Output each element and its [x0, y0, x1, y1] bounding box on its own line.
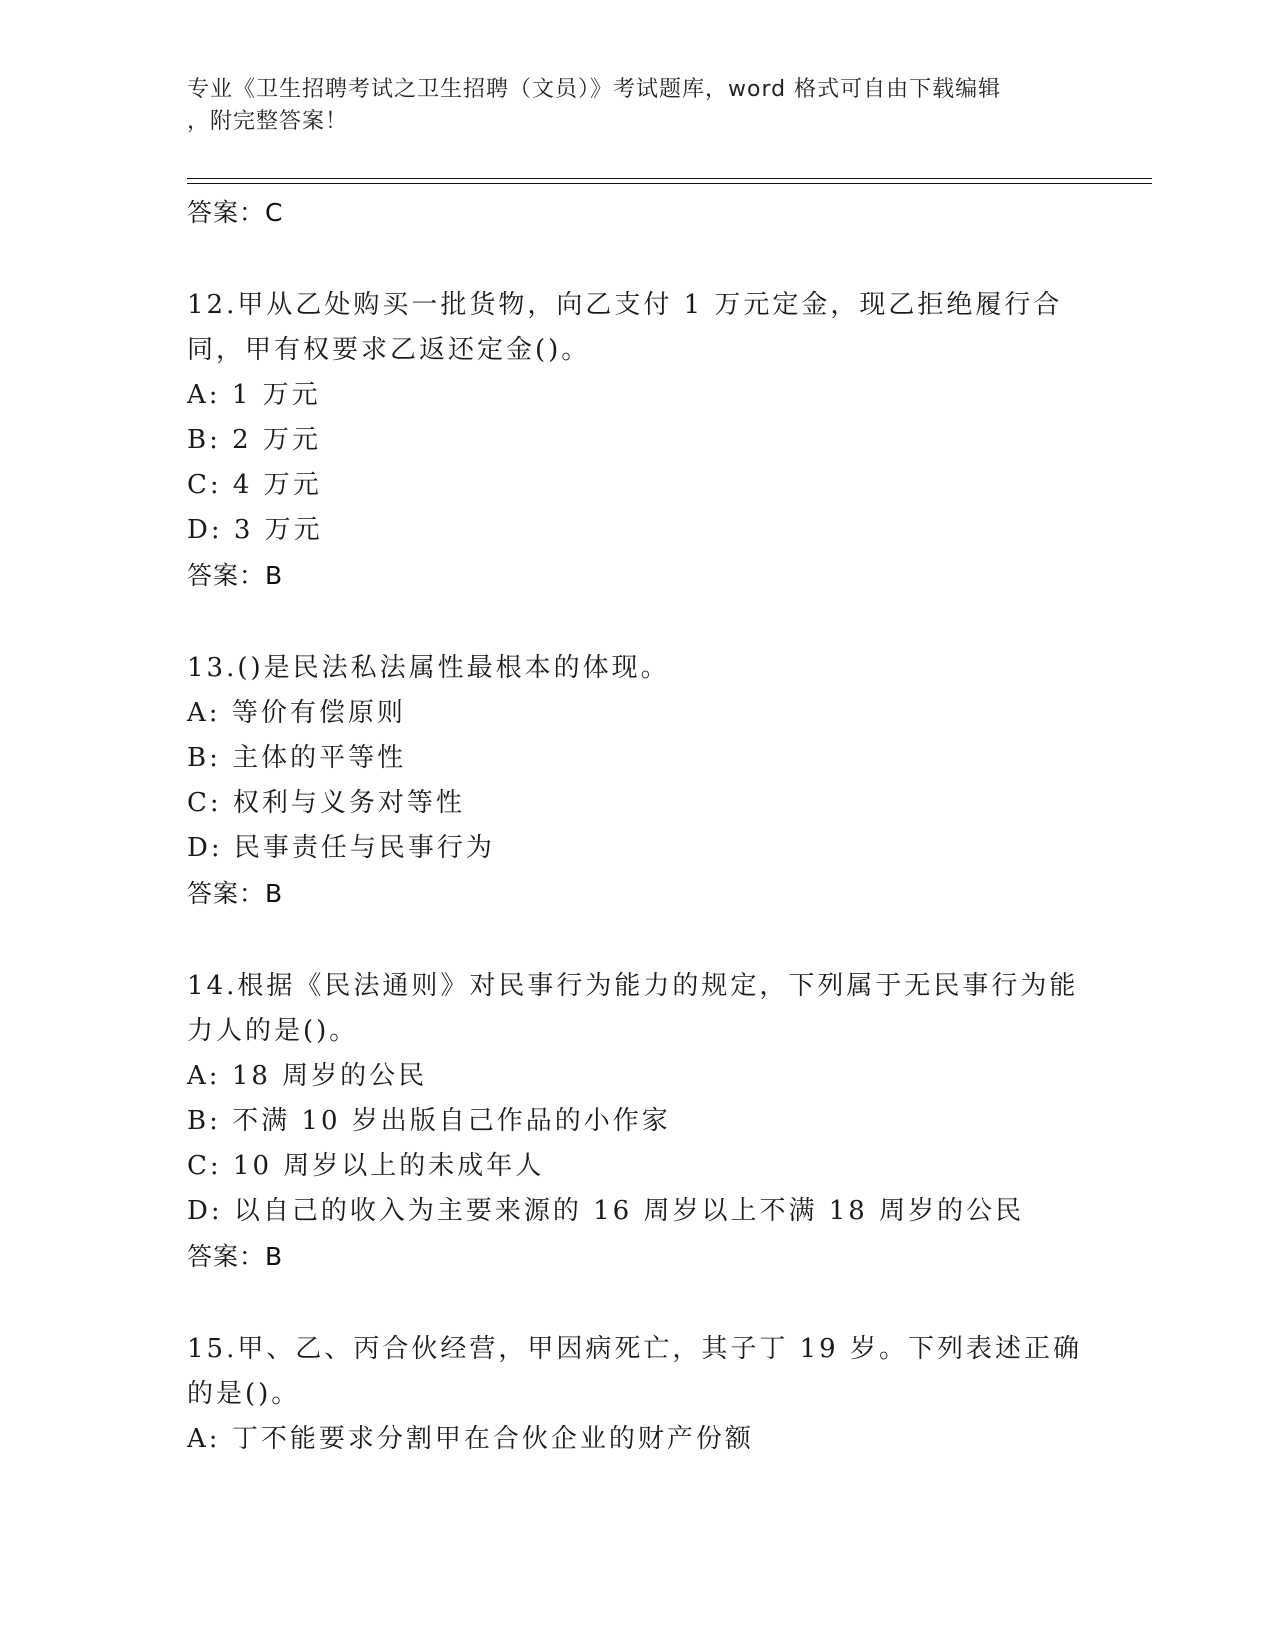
- option-text: 权利与义务对等性: [232, 788, 465, 818]
- option-c: [187, 1144, 1087, 1189]
- option-letter: C:: [187, 1151, 222, 1181]
- option-letter: D:: [187, 833, 223, 863]
- header-title-line2: ，附完整答案！: [187, 109, 349, 134]
- question-text: 14.根据《民法通则》对民事行为能力的规定，下列属于无民事行为能力人的是()。: [187, 971, 1079, 1046]
- option-text: 丁不能要求分割甲在合伙企业的财产份额: [231, 1424, 754, 1454]
- option-letter: C:: [187, 788, 222, 818]
- option-d: [187, 508, 1087, 553]
- option-letter: C:: [187, 470, 222, 500]
- question-14: [187, 964, 1087, 1279]
- option-d: [187, 1189, 1087, 1234]
- option-a: [187, 1417, 1087, 1462]
- option-text: 1 万元: [231, 380, 321, 410]
- answer: 答案：B: [187, 1242, 284, 1271]
- question-text: 13.()是民法私法属性最根本的体现。: [187, 653, 670, 683]
- option-a: [187, 691, 1087, 736]
- answer: 答案：B: [187, 879, 284, 908]
- option-text: 10 周岁以上的未成年人: [232, 1151, 545, 1181]
- option-letter: B:: [187, 425, 221, 455]
- option-letter: A:: [187, 1061, 221, 1091]
- option-b: [187, 736, 1087, 781]
- option-letter: A:: [187, 1424, 221, 1454]
- option-b: [187, 418, 1087, 463]
- header-divider-bottom: [187, 183, 1152, 184]
- option-letter: D:: [187, 1196, 223, 1226]
- option-text: 4 万元: [232, 470, 322, 500]
- option-a: [187, 373, 1087, 418]
- header-title-line1: 专业《卫生招聘考试之卫生招聘（文员）》考试题库，word 格式可自由下载编辑: [187, 77, 1002, 102]
- option-b: [187, 1099, 1087, 1144]
- answer-previous: 答案：C: [187, 198, 284, 227]
- option-letter: D:: [187, 515, 223, 545]
- question-15: [187, 1327, 1087, 1462]
- document-header: [187, 74, 1067, 138]
- option-text: 3 万元: [233, 515, 323, 545]
- question-13: [187, 646, 1087, 916]
- question-text: 15.甲、乙、丙合伙经营，甲因病死亡，其子丁 19 岁。下列表述正确的是()。: [187, 1334, 1082, 1409]
- option-text: 等价有偿原则: [231, 698, 406, 728]
- option-letter: A:: [187, 380, 221, 410]
- option-text: 主体的平等性: [232, 743, 407, 773]
- option-a: [187, 1054, 1087, 1099]
- option-text: 以自己的收入为主要来源的 16 周岁以上不满 18 周岁的公民: [233, 1196, 1025, 1226]
- option-text: 18 周岁的公民: [231, 1061, 428, 1091]
- option-text: 2 万元: [232, 425, 321, 455]
- option-c: [187, 781, 1087, 826]
- question-list: [187, 190, 1087, 1462]
- option-text: 不满 10 岁出版自己作品的小作家: [232, 1106, 671, 1136]
- answer: 答案：B: [187, 561, 284, 590]
- option-letter: B:: [187, 1106, 221, 1136]
- header-divider-top: [187, 178, 1152, 179]
- question-12: [187, 283, 1087, 598]
- option-c: [187, 463, 1087, 508]
- option-letter: B:: [187, 743, 221, 773]
- option-d: [187, 826, 1087, 871]
- question-text: 12.甲从乙处购买一批货物，向乙支付 1 万元定金，现乙拒绝履行合同，甲有权要求乙返还定金()。: [187, 290, 1063, 365]
- option-text: 民事责任与民事行为: [233, 833, 495, 863]
- option-letter: A:: [187, 698, 221, 728]
